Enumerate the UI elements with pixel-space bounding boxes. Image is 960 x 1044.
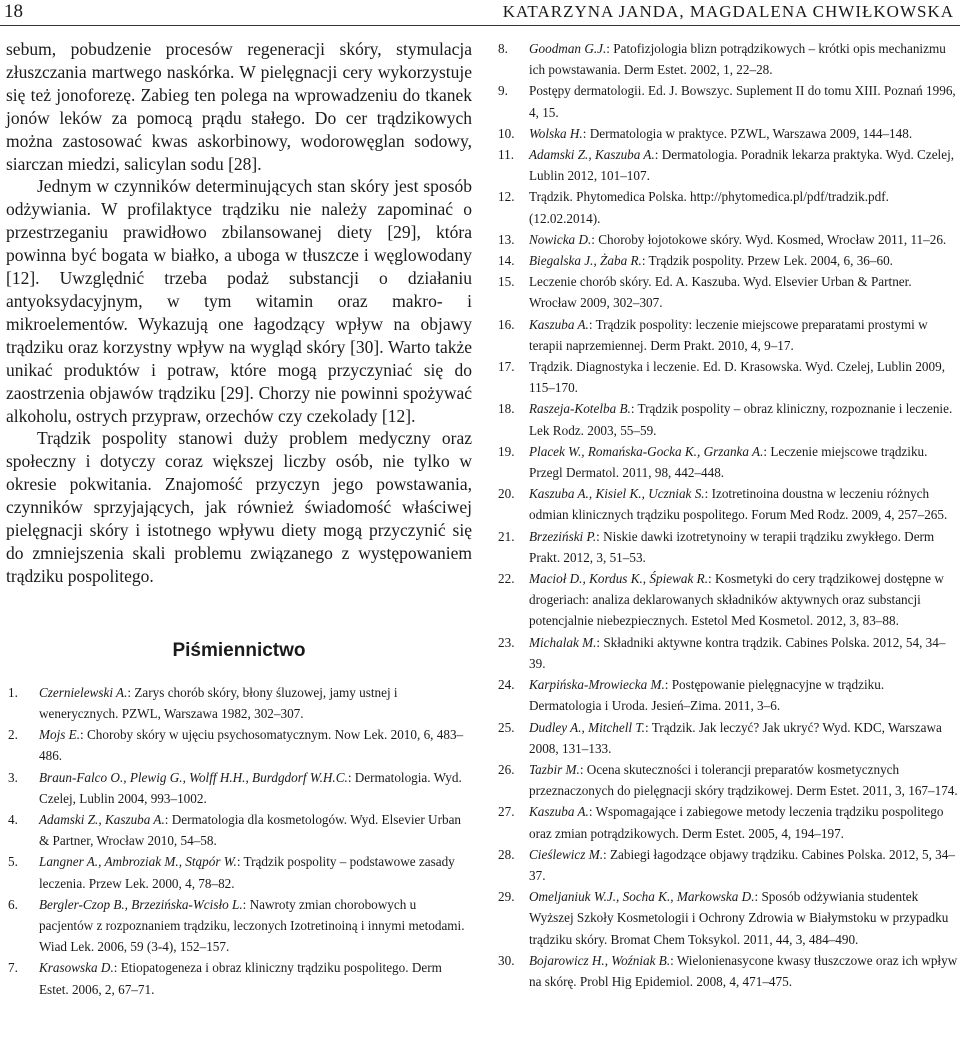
reference-number: 26. (498, 761, 515, 777)
reference-item (6, 809, 472, 851)
reference-text: : Trądzik. Jak leczyć? Jak ukryć? Wyd. KDC, Warszawa 2008, 131–133. (529, 719, 942, 756)
reference-item (6, 767, 472, 809)
body-paragraph: Trądzik pospolity stanowi duży problem medyczny oraz społeczny i dotyczy coraz większej liczby osób, nie tylko w okresie pokwitania. Znajomość przyczyn jego powstawania, czynników sprzyjających, jak również świadomość właściwej pielęgnacji skóry i istotnego wpływu diety mogą przyczynić się do zmniejszenia skali problemu związanego z występowaniem trądziku pospolitego. (6, 428, 472, 586)
reference-text: : Etiopatogeneza i obraz kliniczny trądziku pospolitego. Derm Estet. 2006, 2, 67–71. (39, 960, 442, 997)
reference-text: : Dermatologia. Wyd. Czelej, Lublin 2004, 993–1002. (39, 769, 462, 806)
reference-text: : Dermatologia dla kosmetologów. Wyd. Elsevier Urban & Partner, Wrocław 2010, 54–58. (39, 811, 462, 849)
reference-number: 9. (498, 83, 508, 99)
reference-number: 24. (498, 677, 515, 693)
reference-authors: Braun-Falco O., Plewig G., Wolff H.H., Burdgdorf W.H.C. (39, 769, 348, 785)
reference-text: : Sposób odżywiania studentek Wyższej Szkoły Kosmetologii i Ochrony Zdrowia w Białymstoku w przypadku trądziku skóry. Bromat Chem Toksykol. 2011, 44, 3, 484–490. (529, 889, 949, 947)
reference-item (496, 229, 958, 250)
reference-authors: Bojarowicz H., Woźniak B. (529, 952, 671, 968)
reference-number: 30. (498, 952, 515, 968)
reference-text: : Składniki aktywne kontra trądzik. Cabines Polska. 2012, 54, 34–39. (529, 634, 946, 671)
reference-authors: Kaszuba A. (529, 316, 589, 332)
reference-item (496, 123, 958, 144)
reference-authors: Kaszuba A. (529, 804, 589, 820)
reference-number: 28. (498, 846, 515, 862)
reference-authors: Omeljaniuk W.J., Socha K., Markowska D. (529, 889, 755, 905)
body-paragraph: sebum, pobudzenie procesów regeneracji skóry, stymulacja złuszczania martwego naskórka. W pielęgnacji cery wykorzystuje się też jonoforezę. Zabieg ten polega na wprowadzeniu do tkanek jonów leków za pomocą prądu stałego. Do cer trądzikowych można zastosować kwas askorbinowy, wodorowęglan sodowy, siarczan miedzi, salicylan sodu [28]. (6, 39, 472, 174)
reference-item (6, 682, 472, 724)
reference-text: Postępy dermatologii. Ed. J. Bowszyc. Suplement II do tomu XIII. Poznań 1996, 4, 15. (529, 83, 956, 120)
reference-number: 4. (8, 811, 18, 827)
reference-item (496, 526, 958, 568)
reference-number: 12. (498, 189, 515, 205)
reference-item (496, 314, 958, 356)
reference-number: 29. (498, 889, 515, 905)
reference-text: : Trądzik pospolity – podstawowe zasady leczenia. Przew Lek. 2000, 4, 78–82. (39, 854, 455, 891)
reference-authors: Karpińska-Mrowiecka M. (529, 677, 665, 693)
reference-number: 17. (498, 359, 515, 375)
reference-text: : Izotretinoina doustna w leczeniu różnych odmian klinicznych trądziku pospolitego. Forum Med Rodz. 2009, 4, 257–265. (529, 486, 948, 523)
reference-text: : Patofizjologia blizn potrądzikowych – krótki opis mechanizmu ich powstawania. Derm Estet. 2002, 1, 22–28. (529, 41, 946, 78)
reference-authors: Macioł D., Kordus K., Śpiewak R. (529, 571, 708, 587)
reference-text: : Ocena skuteczności i tolerancji preparatów kosmetycznych przeznaczonych do pielęgnacji skóry trądzikowej. Derm Estet. 2011, 3, 167–174. (529, 761, 958, 799)
reference-number: 6. (8, 896, 18, 912)
reference-authors: Langner A., Ambroziak M., Stąpór W. (39, 854, 237, 870)
header-rule (0, 25, 960, 26)
reference-authors: Adamski Z., Kaszuba A. (529, 147, 655, 163)
reference-number: 21. (498, 528, 515, 544)
reference-item (496, 632, 958, 674)
reference-item (6, 851, 472, 893)
reference-number: 2. (8, 727, 18, 743)
reference-text: : Zarys chorób skóry, błony śluzowej, jamy ustnej i wenerycznych. PZWL, Warszawa 1982, 302–307. (39, 684, 398, 721)
reference-item (496, 186, 958, 228)
reference-number: 19. (498, 443, 515, 459)
reference-item (496, 674, 958, 716)
reference-number: 16. (498, 316, 515, 332)
reference-text: : Wielonienasycone kwasy tłuszczowe oraz ich wpływ na skórę. Probl Hig Epidemiol. 2008, 4, 471–475. (529, 952, 958, 989)
reference-authors: Raszeja-Kotelba B. (529, 401, 631, 417)
reference-authors: Bergler-Czop B., Brzezińska-Wcisło L. (39, 896, 243, 912)
reference-authors: Placek W., Romańska-Gocka K., Grzanka A. (529, 443, 764, 459)
reference-item (496, 356, 958, 398)
reference-text: Trądzik. Phytomedica Polska. http://phytomedica.pl/pdf/tradzik.pdf. (12.02.2014). (529, 189, 889, 226)
reference-number: 20. (498, 486, 515, 502)
page-header (0, 0, 960, 26)
references-list-right (496, 38, 958, 992)
body-text (6, 38, 472, 588)
reference-item (496, 38, 958, 80)
reference-authors: Michalak M. (529, 634, 597, 650)
reference-number: 15. (498, 274, 515, 290)
page-number: 18 (4, 1, 23, 22)
reference-text: : Trądzik pospolity: leczenie miejscowe preparatami prostymi w terapii naprzemiennej. Derm Prakt. 2010, 4, 9–17. (529, 316, 928, 353)
reference-text: : Kosmetyki do cery trądzikowej dostępne w drogeriach: analiza deklarowanych składników aktywnych oraz substancji potencjalnie niebezpiecznych. Estetol Med Kosmetol. 2012, 3, 83–88. (529, 571, 944, 629)
reference-number: 25. (498, 719, 515, 735)
reference-number: 3. (8, 769, 18, 785)
reference-authors: Cieślewicz M. (529, 846, 603, 862)
reference-number: 7. (8, 960, 18, 976)
reference-item (6, 957, 472, 999)
reference-number: 22. (498, 571, 515, 587)
reference-item (496, 717, 958, 759)
reference-authors: Dudley A., Mitchell T. (529, 719, 645, 735)
reference-text: : Choroby łojotokowe skóry. Wyd. Kosmed, Wrocław 2011, 11–26. (591, 231, 947, 247)
reference-authors: Krasowska D. (39, 960, 114, 976)
running-head: KATARZYNA JANDA, MAGDALENA CHWIŁKOWSKA (502, 2, 954, 21)
reference-item (496, 271, 958, 313)
reference-authors: Kaszuba A., Kisiel K., Uczniak S. (529, 486, 705, 502)
reference-authors: Goodman G.J. (529, 41, 607, 56)
reference-text: : Zabiegi łagodzące objawy trądziku. Cabines Polska. 2012, 5, 34–37. (529, 846, 955, 883)
reference-number: 14. (498, 253, 515, 269)
reference-authors: Nowicka D. (529, 231, 592, 247)
reference-item (6, 724, 472, 766)
reference-text: : Trądzik pospolity. Przew Lek. 2004, 6, 36–60. (641, 253, 893, 269)
reference-authors: Wolska H. (529, 125, 583, 141)
reference-text: : Leczenie miejscowe trądziku. Przegl Dermatol. 2011, 98, 442–448. (529, 443, 928, 481)
reference-text: : Postępowanie pielęgnacyjne w trądziku. Dermatologia i Uroda. Jesień–Zima. 2011, 3–6. (529, 677, 885, 714)
reference-item (496, 886, 958, 950)
reference-item (496, 801, 958, 843)
reference-authors: Tazbir M. (529, 761, 580, 777)
left-column (6, 38, 472, 1000)
reference-item (496, 441, 958, 483)
reference-number: 27. (498, 804, 515, 820)
reference-item (496, 398, 958, 440)
reference-item (496, 950, 958, 992)
reference-number: 11. (498, 147, 514, 163)
reference-item (496, 759, 958, 801)
reference-text: : Nawroty zmian chorobowych u pacjentów z rozpoznaniem trądziku, leczonych Izotretinoiną i innymi metodami. Wiad Lek. 2006, 59 (3-4), 152–157. (39, 896, 465, 955)
reference-number: 1. (8, 684, 18, 700)
reference-number: 13. (498, 231, 515, 247)
reference-text: : Niskie dawki izotretynoiny w terapii trądziku zwykłego. Derm Prakt. 2012, 3, 51–53. (529, 528, 935, 565)
reference-authors: Mojs E. (39, 727, 81, 743)
reference-authors: Biegalska J., Żaba R. (529, 253, 642, 269)
reference-text: : Dermatologia. Poradnik lekarza praktyka. Wyd. Czelej, Lublin 2012, 101–107. (529, 147, 955, 184)
reference-text: : Dermatologia w praktyce. PZWL, Warszawa 2009, 144–148. (582, 125, 913, 141)
reference-text: : Wspomagające i zabiegowe metody leczenia trądziku pospolitego oraz zmian potrądzikowych. Derm Estet. 2005, 4, 194–197. (529, 804, 944, 841)
references-heading: Piśmiennictwo (172, 639, 306, 661)
reference-item (496, 250, 958, 271)
reference-authors: Adamski Z., Kaszuba A. (39, 811, 165, 827)
reference-number: 10. (498, 125, 515, 141)
right-column (496, 38, 958, 992)
reference-number: 8. (498, 41, 508, 56)
reference-authors: Czernielewski A. (39, 684, 128, 700)
reference-authors: Brzeziński P. (529, 528, 597, 544)
reference-number: 18. (498, 401, 515, 417)
reference-item (6, 894, 472, 958)
reference-item (496, 568, 958, 632)
body-paragraph: Jednym w czynników determinujących stan skóry jest sposób odżywiania. W profilaktyce trądziku nie należy zapominać o przestrzeganiu prawidłowo zbilansowanej diety [29], która powinna być bogata w białko, a uboga w tłuszcze i węglowodany [12]. Uwzględnić trzeba podaż substancji o działaniu antyoksydacyjnym, w tym witamin oraz makro- i mikroelementów. Wykazują one łagodzący wpływ na objawy trądziku oraz korzystny wpływ na wygląd skóry [30]. Warto także unikać produktów i potraw, które mogą przyczyniać się do zaostrzenia objawów trądziku [29]. Chorzy nie powinni spożywać alkoholu, ostrych przypraw, orzechów czy czekolady [12]. (6, 176, 472, 426)
reference-item (496, 844, 958, 886)
reference-text: : Choroby skóry w ujęciu psychosomatycznym. Now Lek. 2010, 6, 483–486. (39, 727, 464, 764)
reference-text: : Trądzik pospolity – obraz kliniczny, rozpoznanie i leczenie. Lek Rodz. 2003, 55–59. (529, 401, 953, 438)
reference-item (496, 80, 958, 122)
reference-text: Leczenie chorób skóry. Ed. A. Kaszuba. Wyd. Elsevier Urban & Partner. Wrocław 2009, 302–307. (529, 274, 912, 311)
reference-item (496, 144, 958, 186)
reference-number: 23. (498, 634, 515, 650)
reference-number: 5. (8, 854, 18, 870)
reference-item (496, 483, 958, 525)
reference-text: Trądzik. Diagnostyka i leczenie. Ed. D. Krasowska. Wyd. Czelej, Lublin 2009, 115–170. (529, 359, 945, 396)
references-list-left (6, 682, 472, 1000)
